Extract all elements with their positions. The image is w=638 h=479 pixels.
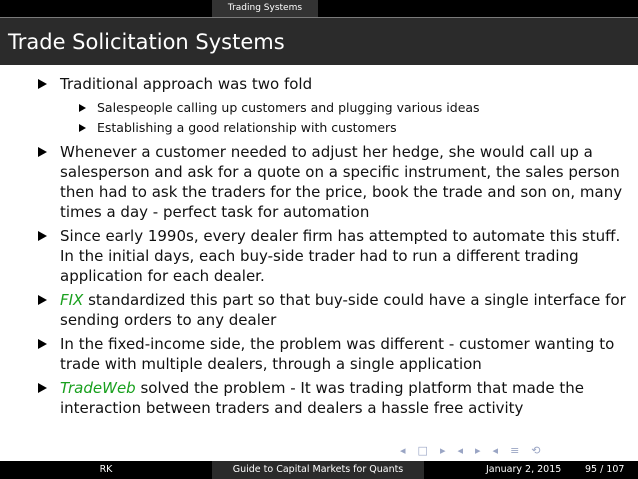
fix-link[interactable]: FIX — [60, 291, 84, 309]
bullet-item — [0, 290, 638, 330]
next-subsection-icon[interactable]: ◂ — [492, 444, 499, 457]
tradeweb-link[interactable]: TradeWeb — [60, 379, 136, 397]
sub-bullet-item — [0, 98, 638, 118]
bullet-arrow-icon — [38, 79, 47, 89]
first-frame-icon[interactable]: ◂ — [400, 444, 406, 457]
bullet-item — [0, 74, 638, 94]
prev-frame-icon[interactable]: □ — [417, 444, 428, 457]
sub-bullet-item — [0, 118, 638, 138]
align-icon[interactable]: ≡ — [510, 444, 520, 457]
frame-title-bar — [0, 17, 638, 65]
footer-author: RK — [0, 461, 212, 479]
sub-list — [0, 98, 638, 138]
bullet-arrow-icon — [38, 383, 47, 393]
section-nav-tab[interactable]: Trading Systems — [212, 0, 318, 17]
bullet-text: Whenever a customer needed to adjust her hedge, she would call up a salesperson and ask for a quote on a specific instrument, the sales person then had to ask the traders for the price, book the trade and son on, many times a day - perfect task for automation — [60, 143, 623, 221]
footer-page-number: 95 / 107 — [585, 464, 625, 475]
footer-bar — [0, 461, 638, 479]
bullet-text: Since early 1990s, every dealer firm has attempted to automate this stuff. In the initial days, each buy-side trader had to run a different trading application for each dealer. — [60, 227, 621, 285]
sub-bullet-arrow-icon — [79, 104, 86, 112]
prev-section-icon[interactable]: ▸ — [439, 444, 446, 457]
bullet-item — [0, 142, 638, 222]
bullet-text: solved the problem - It was trading platform that made the interaction between traders and dealers a hassle free activity — [60, 379, 584, 417]
footer-date: January 2, 2015 — [486, 464, 562, 475]
bullet-item — [0, 226, 638, 286]
bullet-arrow-icon — [38, 231, 47, 241]
search-icon[interactable]: ⟲ — [531, 444, 541, 457]
sub-bullet-text: Establishing a good relationship with customers — [97, 120, 397, 135]
bullet-text: In the fixed-income side, the problem was different - customer wanting to trade with multiple dealers, through a single application — [60, 335, 615, 373]
bullet-text: Traditional approach was two fold — [60, 75, 313, 93]
bullet-arrow-icon — [38, 295, 47, 305]
bullet-item — [0, 334, 638, 374]
bullet-item — [0, 378, 638, 418]
prev-subsection-icon[interactable]: ▸ — [475, 444, 481, 457]
bullet-arrow-icon — [38, 147, 47, 157]
slide-content — [0, 74, 638, 422]
navigation-symbols — [400, 444, 553, 458]
bullet-arrow-icon — [38, 339, 47, 349]
header-bar — [0, 0, 638, 17]
sub-bullet-text: Salespeople calling up customers and plugging various ideas — [97, 100, 480, 115]
frame-title: Trade Solicitation Systems — [8, 30, 285, 54]
footer-title: Guide to Capital Markets for Quants — [212, 461, 424, 479]
bullet-text: standardized this part so that buy-side could have a single interface for sending orders to any dealer — [60, 291, 626, 329]
next-section-icon[interactable]: ◂ — [457, 444, 463, 457]
sub-bullet-arrow-icon — [79, 124, 86, 132]
